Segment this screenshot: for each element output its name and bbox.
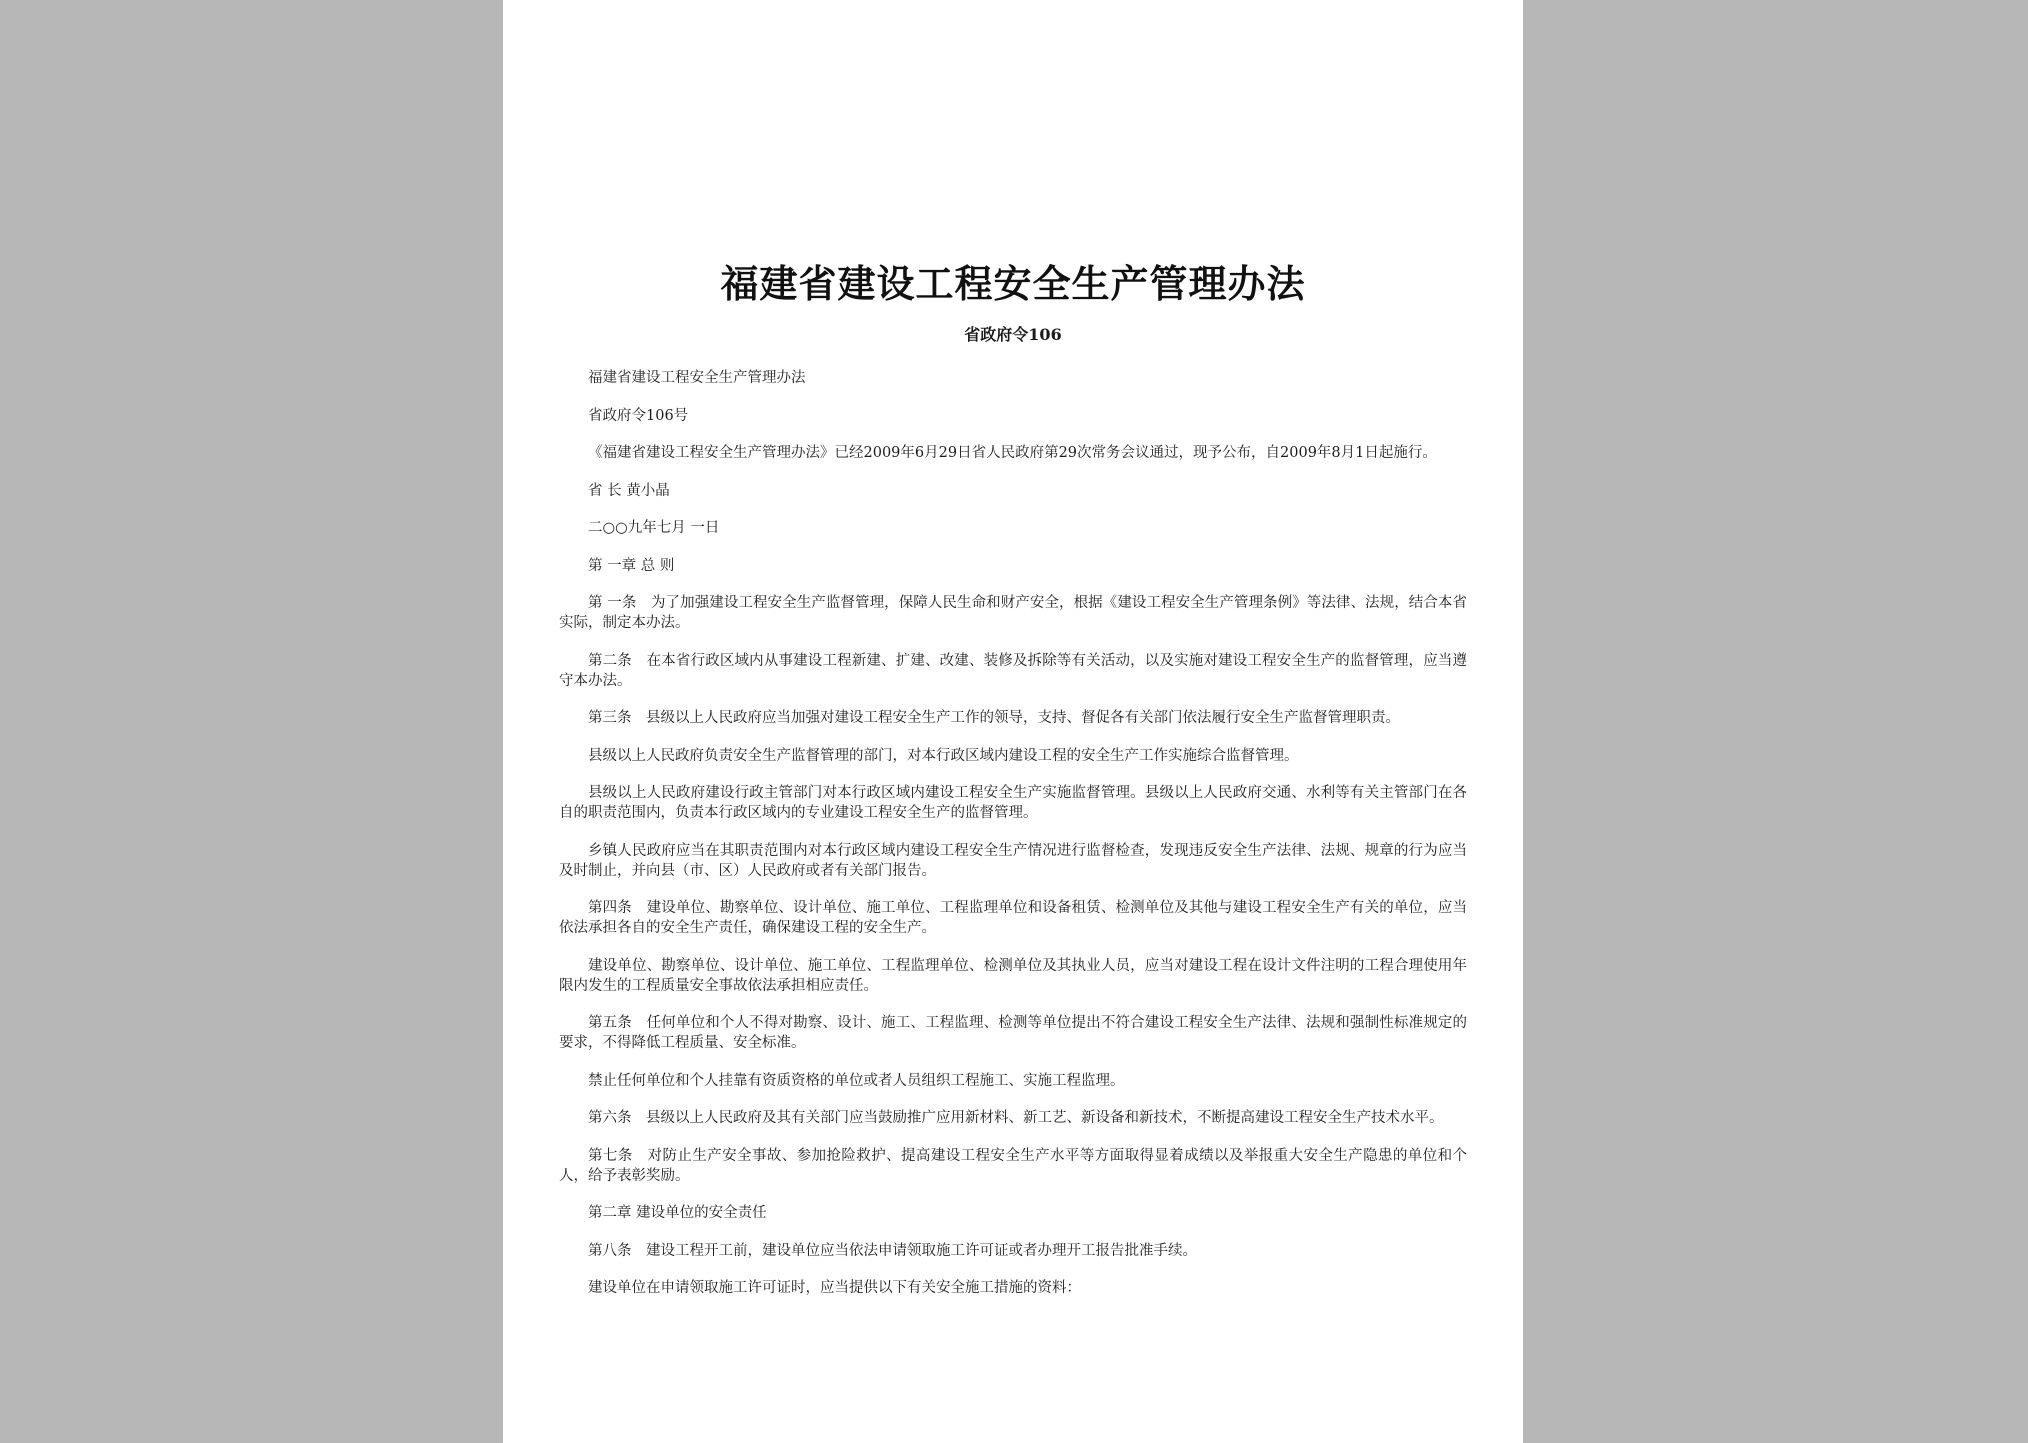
chapter-heading-1: 第 一章 总 则 — [588, 557, 675, 574]
paragraph-order-number: 省政府令106号 — [588, 407, 689, 424]
document-page — [503, 0, 1523, 1443]
article-8: 第八条 建设工程开工前，建设单位应当依法申请领取施工许可证或者办理开工报告批准手续。 — [588, 1242, 1197, 1259]
document-title: 福建省建设工程安全生产管理办法 — [720, 261, 1306, 306]
chapter-heading-2: 第二章 建设单位的安全责任 — [588, 1205, 767, 1221]
article-4-clause-2: 建设单位、勘察单位、设计单位、施工单位、工程监理单位、检测单位及其执业人员，应当对建设工程在设计文件注明的工程合理使用年限内发生的工程质量安全事故依法承担相应责任。 — [559, 957, 1467, 994]
article-1: 第 一条 为了加强建设工程安全生产监督管理，保障人民生命和财产安全，根据《建设工程安全生产管理条例》等法律、法规，结合本省实际，制定本办法。 — [559, 595, 1467, 631]
article-7: 第七条 对防止生产安全事故、参加抢险救护、提高建设工程安全生产水平等方面取得显着成绩以及举报重大安全生产隐患的单位和个人，给予表彰奖励。 — [559, 1147, 1467, 1184]
article-2: 第二条 在本省行政区域内从事建设工程新建、扩建、改建、装修及拆除等有关活动，以及实施对建设工程安全生产的监督管理，应当遵守本办法。 — [559, 652, 1467, 689]
paragraph-date: 二○○九年七月 一日 — [588, 520, 720, 536]
paragraph-governor: 省 长 黄小晶 — [588, 482, 670, 499]
article-5: 第五条 任何单位和个人不得对勘察、设计、施工、工程监理、检测等单位提出不符合建设工程安全生产法律、法规和强制性标准规定的要求，不得降低工程质量、安全标准。 — [559, 1015, 1467, 1051]
document-subtitle: 省政府令106 — [964, 325, 1062, 344]
article-8-clause-2: 建设单位在申请领取施工许可证时，应当提供以下有关安全施工措施的资料： — [588, 1280, 1081, 1296]
article-3-clause-3: 县级以上人民政府建设行政主管部门对本行政区域内建设工程安全生产实施监督管理。县级以上人民政府交通、水利等有关主管部门在各自的职责范围内，负责本行政区域内的专业建设工程安全生产的监督管理。 — [559, 785, 1467, 821]
article-3: 第三条 县级以上人民政府应当加强对建设工程安全生产工作的领导，支持、督促各有关部门依法履行安全生产监督管理职责。 — [588, 710, 1400, 726]
article-5-clause-2: 禁止任何单位和个人挂靠有资质资格的单位或者人员组织工程施工、实施工程监理。 — [588, 1072, 1125, 1089]
paragraph-title-repeat: 福建省建设工程安全生产管理办法 — [588, 370, 806, 386]
article-4: 第四条 建设单位、勘察单位、设计单位、施工单位、工程监理单位和设备租赁、检测单位及其他与建设工程安全生产有关的单位，应当依法承担各自的安全生产责任，确保建设工程的安全生产。 — [559, 900, 1467, 936]
article-3-clause-4: 乡镇人民政府应当在其职责范围内对本行政区域内建设工程安全生产情况进行监督检查，发现违反安全生产法律、法规、规章的行为应当及时制止，并向县（市、区）人民政府或者有关部门报告。 — [559, 842, 1467, 879]
article-3-clause-2: 县级以上人民政府负责安全生产监督管理的部门，对本行政区域内建设工程的安全生产工作实施综合监督管理。 — [588, 747, 1299, 764]
paragraph-promulgation: 《福建省建设工程安全生产管理办法》已经2009年6月29日省人民政府第29次常务会议通过，现予公布，自2009年8月1日起施行。 — [588, 445, 1437, 461]
article-6: 第六条 县级以上人民政府及其有关部门应当鼓励推广应用新材料、新工艺、新设备和新技术，不断提高建设工程安全生产技术水平。 — [588, 1110, 1444, 1126]
